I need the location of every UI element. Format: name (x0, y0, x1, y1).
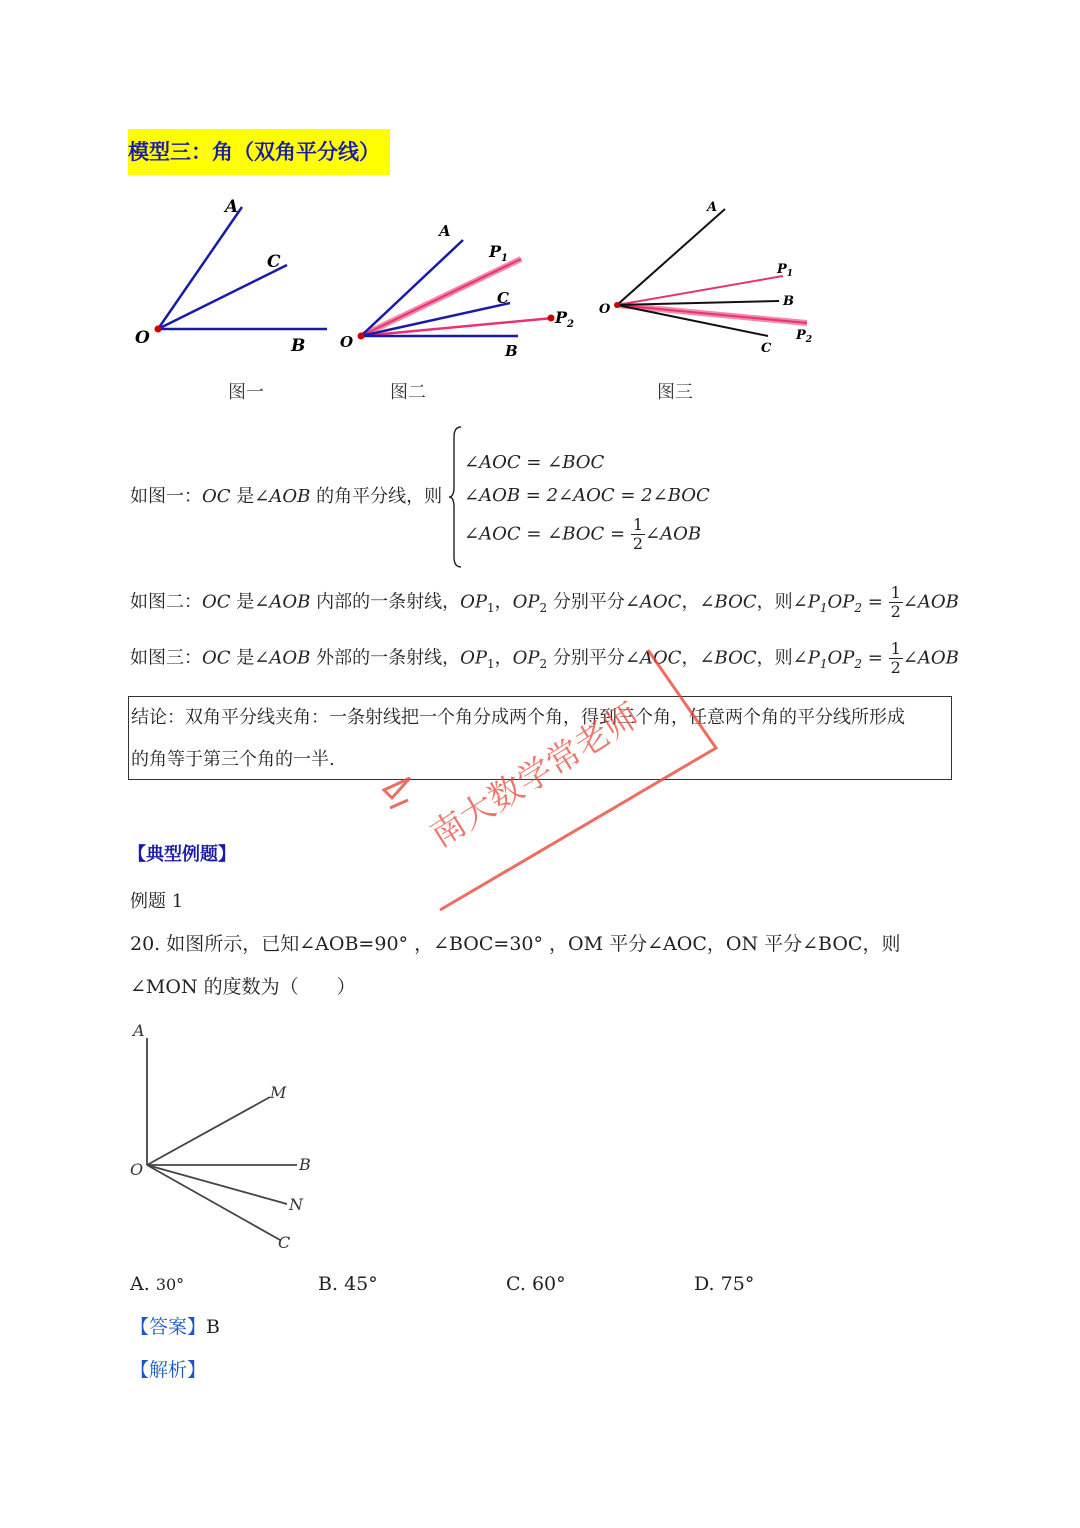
point-p2 (548, 315, 555, 322)
point-o (358, 333, 365, 340)
label-c: C (761, 341, 772, 356)
ray-oa (158, 207, 242, 329)
case3-text: 如图三：OC 是∠AOB 外部的一条射线，$OP_1$，$OP_2$ 分别平分∠AOC，∠BOC，则$\angle P_1OP_2$ = $\frac{1}{2}$ ∠AOB (130, 639, 959, 677)
caption-fig2: 图二 (390, 382, 426, 403)
conclusion-line-1: 结论：双角平分线夹角：一条射线把一个角分成两个角，得到三个角，任意两个角的平分线所形成 (131, 707, 905, 728)
ray-om (147, 1097, 270, 1165)
section-heading: 模型三：角（双角平分线） (128, 129, 390, 175)
case2-text: 如图二：OC 是∠AOB 内部的一条射线，$OP_1$，$OP_2$ 分别平分∠AOC，∠BOC，则$\angle P_1OP_2$ = $\frac{1}{2}$ ∠AOB (130, 583, 959, 621)
label-c: C (497, 289, 509, 307)
label-a: A (707, 200, 718, 215)
answer-line: 【答案】B (130, 1316, 220, 1338)
option-c: C. 60° (506, 1273, 566, 1295)
label-b: B (783, 294, 794, 309)
label-b: B (291, 336, 306, 356)
option-d: D. 75° (694, 1273, 755, 1295)
label-a: A (439, 222, 451, 240)
case1-brace (448, 425, 464, 570)
figure-4 (125, 1020, 325, 1255)
label-b: B (299, 1155, 311, 1174)
case1-eq2: ∠AOB = 2∠AOC = 2∠BOC (464, 485, 710, 506)
option-b: B. 45° (318, 1273, 378, 1295)
label-c: C (267, 252, 281, 272)
ray-oc (147, 1165, 280, 1240)
label-a: A (133, 1021, 145, 1040)
question-line-1: 20. 如图所示，已知∠AOB=90° ，∠BOC=30° ，OM 平分∠AOC，ON 平分∠BOC，则 (130, 933, 901, 955)
label-b: B (505, 342, 518, 360)
label-p1: $P_1$ (489, 242, 508, 264)
watermark-frame (440, 650, 716, 910)
figure-2 (335, 220, 580, 365)
label-o: O (340, 333, 354, 351)
section-title: 【典型例题】 (128, 844, 236, 865)
watermark (370, 640, 740, 930)
label-p2: $P_2$ (555, 308, 574, 330)
figure-1 (125, 190, 340, 360)
label-m: M (270, 1083, 287, 1102)
label-a: A (225, 197, 239, 217)
ray-oa (361, 240, 463, 336)
option-a: A. 30° (130, 1273, 185, 1295)
question-line-2: ∠MON 的度数为（ ） (130, 976, 356, 998)
figure-3 (595, 195, 820, 360)
ray-oc (158, 265, 287, 329)
caption-fig3: 图三 (657, 382, 693, 403)
label-n: N (289, 1195, 303, 1214)
example-label: 例题 1 (130, 891, 184, 912)
ray-oa (617, 209, 725, 305)
case1-text: 如图一：OC 是∠AOB 的角平分线，则 (130, 486, 443, 507)
label-p2: $P_2$ (796, 328, 813, 345)
analysis-tag: 【解析】 (130, 1359, 207, 1381)
case1-eq1: ∠AOC = ∠BOC (464, 452, 605, 473)
label-p1: $P_1$ (777, 262, 794, 279)
label-o: O (135, 328, 150, 348)
caption-fig1: 图一 (228, 382, 264, 403)
point-o (614, 302, 620, 308)
conclusion-line-2: 的角等于第三个角的一半. (131, 749, 335, 770)
case1-eq3: ∠AOC = ∠BOC = $\frac{1}{2}$ ∠AOB (464, 515, 702, 553)
ray-on (147, 1165, 287, 1204)
watermark-text: 南大数学常老师 (423, 695, 647, 856)
label-o: O (130, 1160, 144, 1179)
point-o (155, 326, 162, 333)
label-c: C (278, 1233, 291, 1252)
label-o: O (599, 302, 611, 317)
ray-oc (361, 303, 510, 336)
